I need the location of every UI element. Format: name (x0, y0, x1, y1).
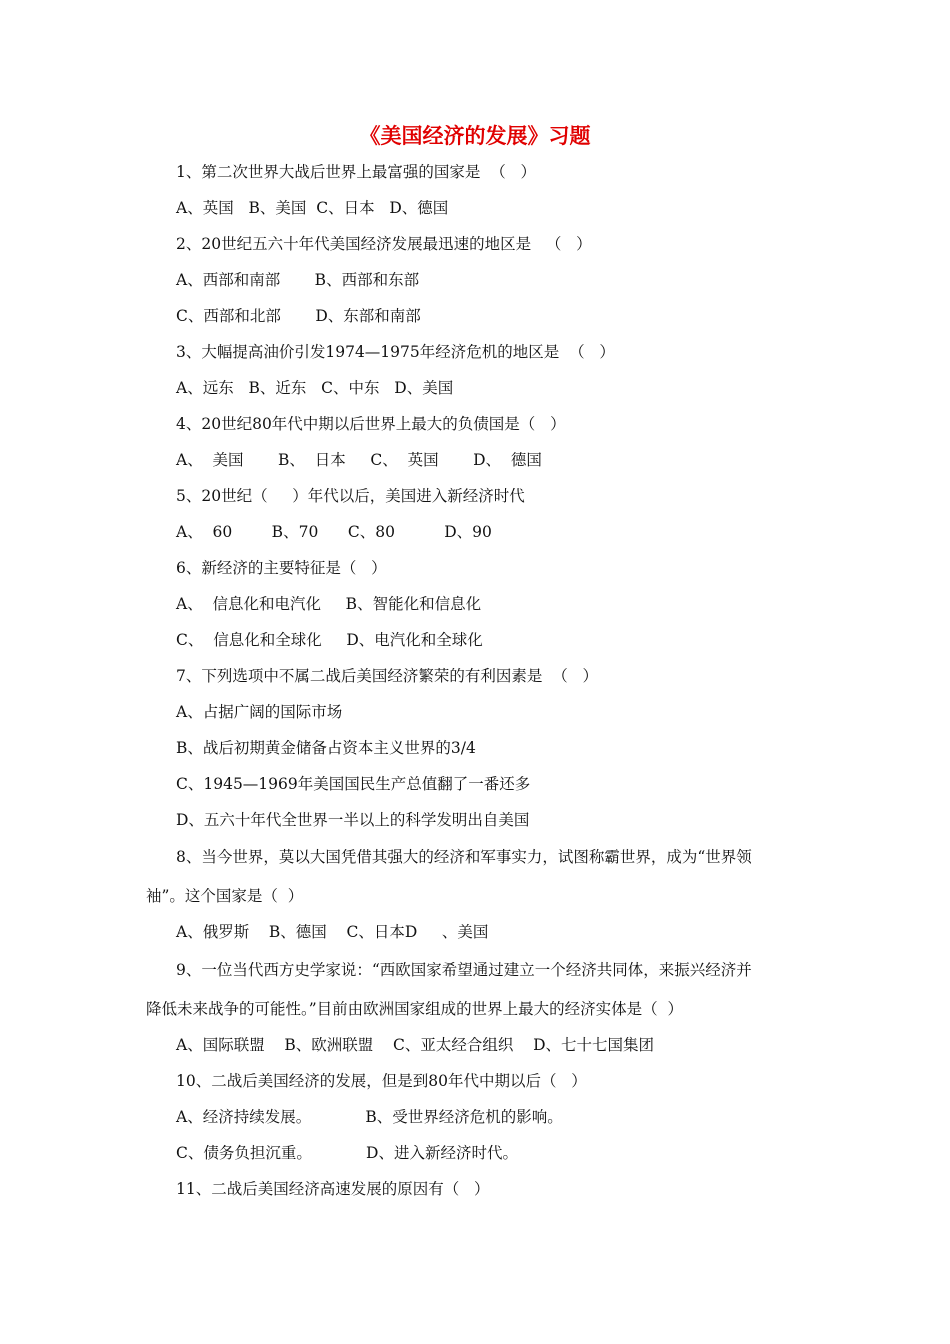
question-3-options: A、远东 B、近东 C、中东 D、美国 (176, 379, 454, 397)
question-8: 8、当今世界，莫以大国凭借其强大的经济和军事实力，试图称霸世界，成为“世界领 (176, 848, 752, 866)
question-6: 6、新经济的主要特征是（ ） (176, 559, 387, 577)
question-1-options: A、英国 B、美国 C、日本 D、德国 (176, 199, 449, 217)
question-10-options-cd: C、债务负担沉重。 D、进入新经济时代。 (176, 1144, 518, 1162)
question-5-options: A、 60 B、70 C、80 D、90 (176, 523, 492, 541)
question-7-option-d: D、五六十年代全世界一半以上的科学发明出自美国 (176, 811, 530, 829)
question-5: 5、20世纪（ ）年代以后，美国进入新经济时代 (176, 487, 525, 505)
question-10-options-ab: A、经济持续发展。 B、受世界经济危机的影响。 (176, 1108, 563, 1126)
question-4-options: A、 美国 B、 日本 C、 英国 D、 德国 (176, 451, 542, 469)
question-7-option-c: C、1945—1969年美国国民生产总值翻了一番还多 (176, 775, 531, 793)
question-6-options-ab: A、 信息化和电汽化 B、智能化和信息化 (176, 595, 482, 613)
question-8-options: A、俄罗斯 B、德国 C、日本D 、美国 (176, 923, 489, 941)
question-9-options: A、国际联盟 B、欧洲联盟 C、亚太经合组织 D、七十七国集团 (176, 1036, 654, 1054)
question-3: 3、大幅提高油价引发1974—1975年经济危机的地区是 （ ） (176, 343, 615, 361)
document-title: 《美国经济的发展》习题 (359, 123, 591, 148)
question-4: 4、20世纪80年代中期以后世界上最大的负债国是（ ） (176, 415, 566, 433)
question-2-options-cd: C、西部和北部 D、东部和南部 (176, 307, 421, 325)
question-9-continued: 降低未来战争的可能性。”目前由欧洲国家组成的世界上最大的经济实体是（ ） (146, 1000, 684, 1018)
question-7: 7、下列选项中不属二战后美国经济繁荣的有利因素是 （ ） (176, 667, 598, 685)
question-11: 11、二战后美国经济高速发展的原因有（ ） (176, 1180, 490, 1198)
question-6-options-cd: C、 信息化和全球化 D、电汽化和全球化 (176, 631, 483, 649)
question-7-option-a: A、占据广阔的国际市场 (176, 703, 343, 721)
question-7-option-b: B、战后初期黄金储备占资本主义世界的3/4 (176, 739, 476, 757)
question-1: 1、第二次世界大战后世界上最富强的国家是 （ ） (176, 163, 536, 181)
question-9: 9、一位当代西方史学家说：“西欧国家希望通过建立一个经济共同体，来振兴经济并 (176, 961, 752, 979)
question-10: 10、二战后美国经济的发展，但是到80年代中期以后（ ） (176, 1072, 587, 1090)
question-2-options-ab: A、西部和南部 B、西部和东部 (176, 271, 420, 289)
question-2: 2、20世纪五六十年代美国经济发展最迅速的地区是 （ ） (176, 235, 592, 253)
question-8-continued: 袖”。这个国家是（ ） (146, 887, 304, 905)
